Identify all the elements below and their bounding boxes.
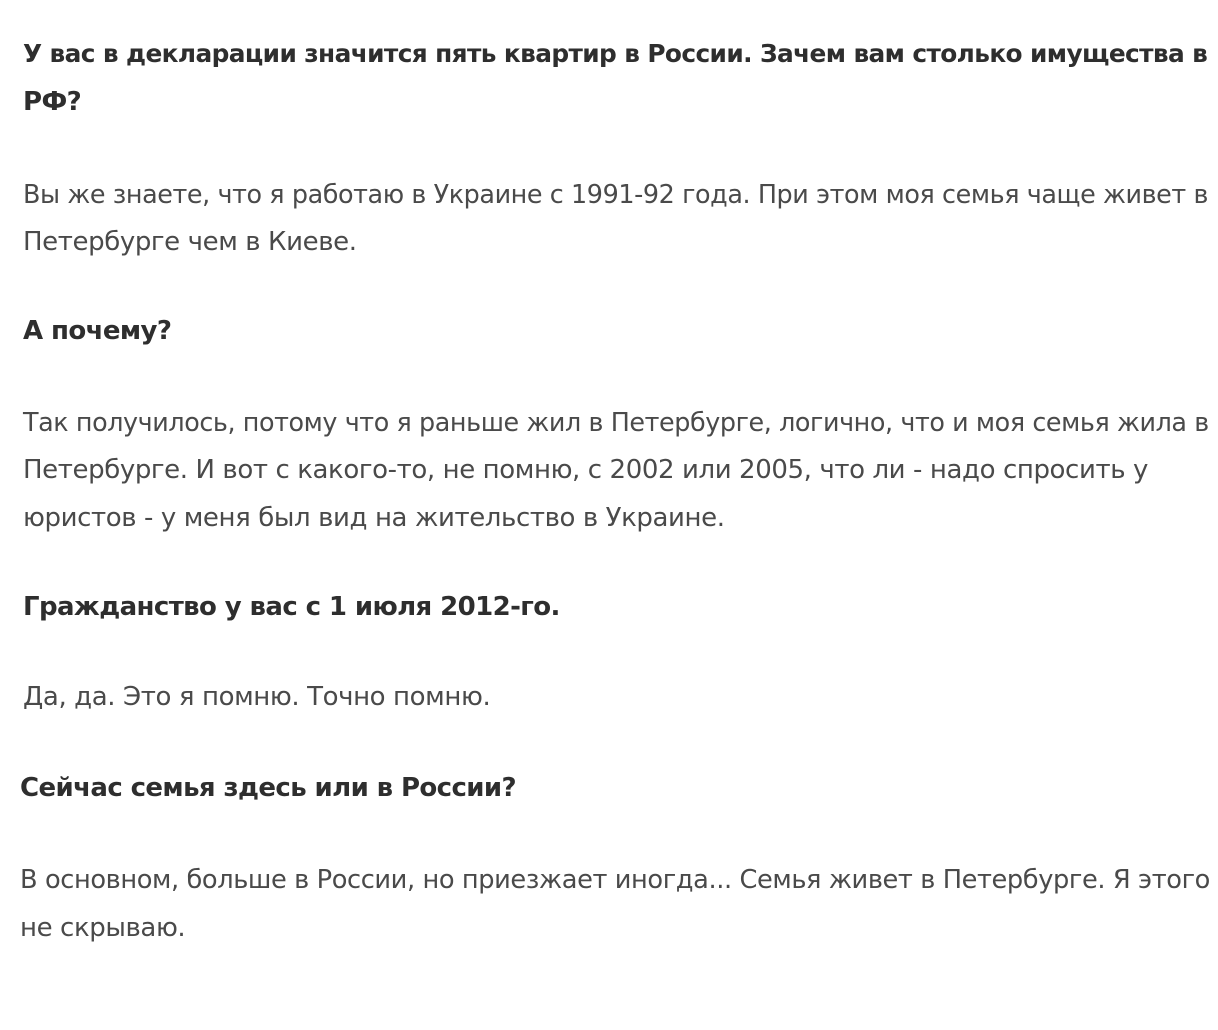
answer-apartments [23, 170, 1208, 266]
answer-citizenship [23, 673, 490, 721]
answer-why [23, 398, 1209, 542]
question-line: А почему? [23, 316, 172, 346]
question-line: РФ? [23, 87, 82, 117]
question-apartments [23, 30, 1207, 126]
question-line: Сейчас семья здесь или в России? [20, 773, 517, 803]
answer-line: В основном, больше в России, но приезжает иногда... Семья живет в Петербурге. Я этого [20, 865, 1210, 895]
answer-line: Так получилось, потому что я раньше жил в Петербурге, логично, что и моя семья жила в [23, 407, 1209, 437]
question-why [23, 307, 171, 355]
answer-line: Вы же знаете, что я работаю в Украине с 1991-92 года. При этом моя семья чаще живет в [23, 179, 1209, 209]
answer-line: юристов - у меня был вид на жительство в Украине. [23, 503, 725, 533]
question-citizenship [23, 583, 560, 631]
question-family [20, 764, 516, 812]
answer-line: Да, да. Это я помню. Точно помню. [23, 682, 491, 712]
answer-family [20, 856, 1210, 952]
answer-line: Петербурге чем в Киеве. [23, 227, 357, 257]
answer-line: Петербурге. И вот с какого-то, не помню, с 2002 или 2005, что ли - надо спросить у [23, 455, 1148, 485]
question-line: Гражданство у вас с 1 июля 2012-го. [23, 592, 560, 622]
answer-line: не скрываю. [20, 913, 186, 943]
question-line: У вас в декларации значится пять квартир в России. Зачем вам столько имущества в [23, 39, 1208, 68]
